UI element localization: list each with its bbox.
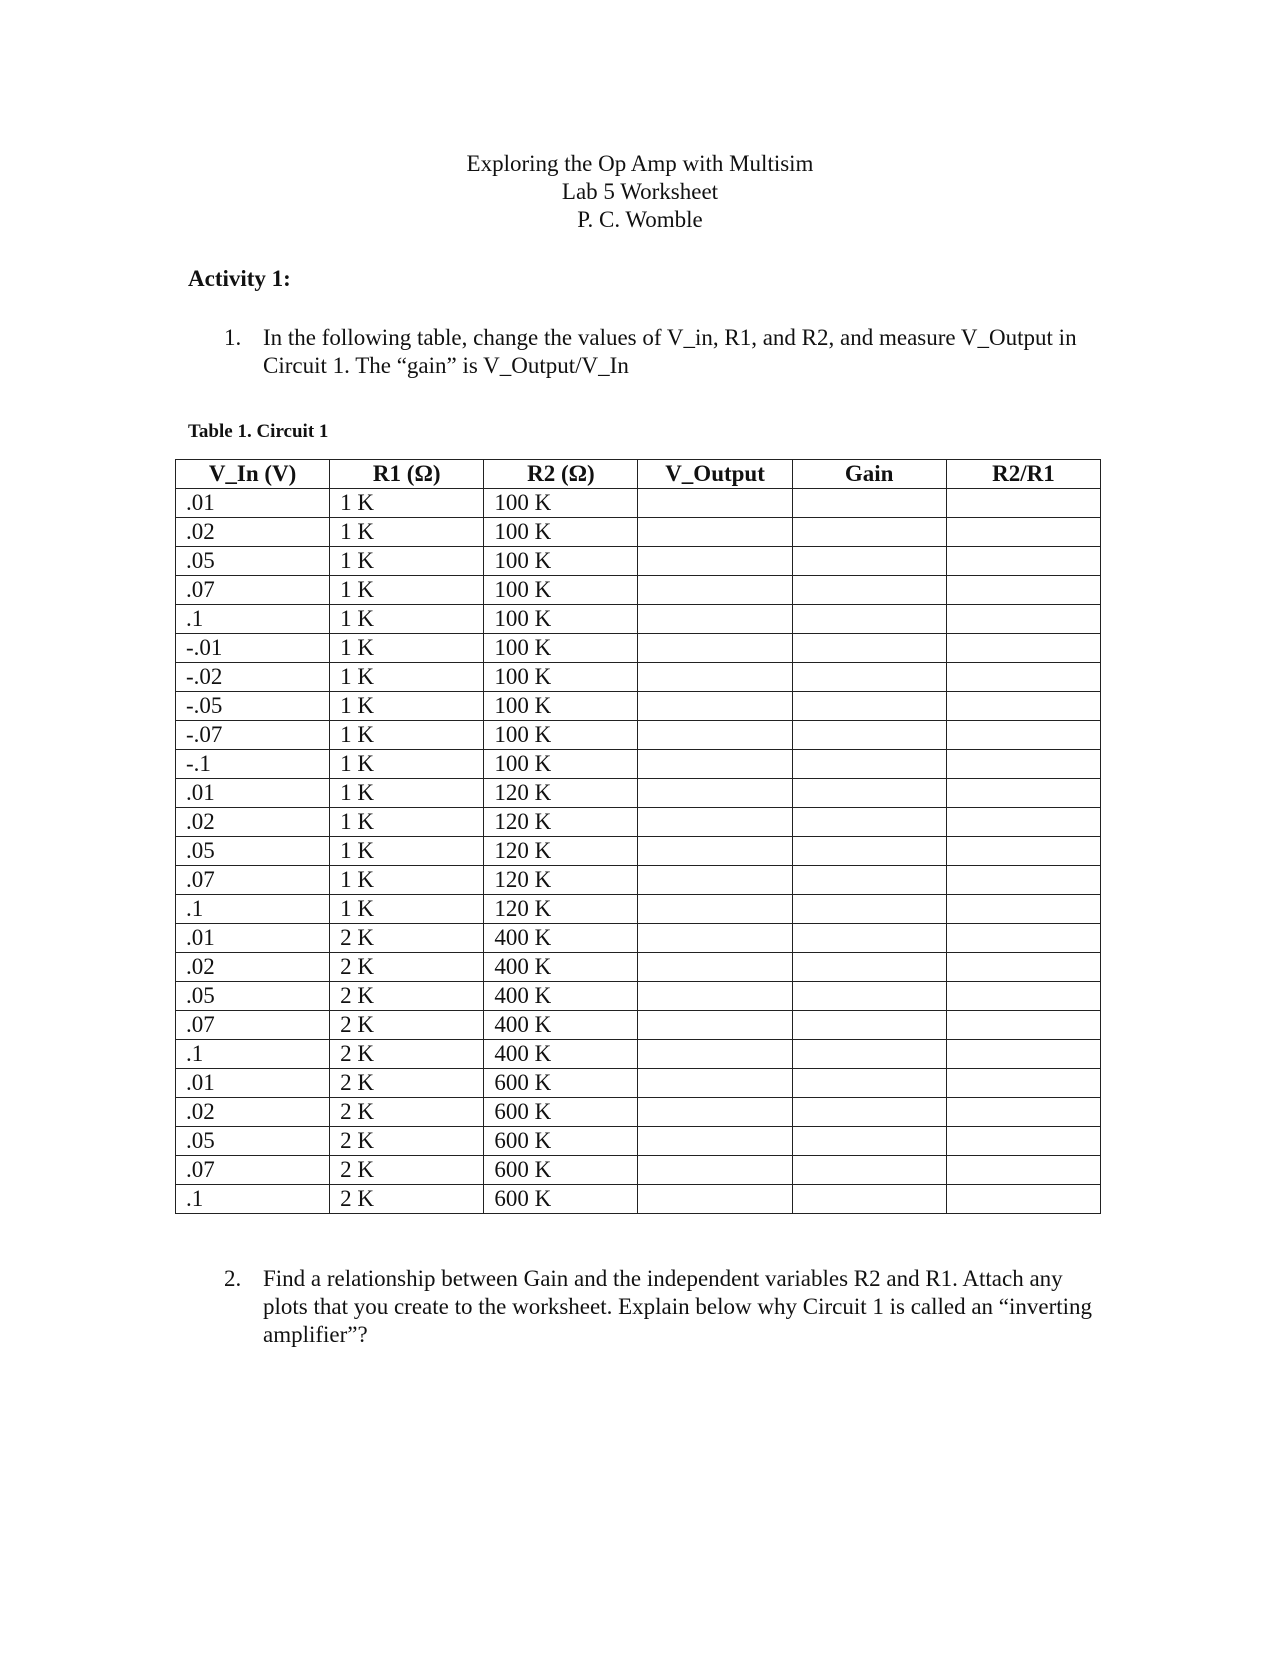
cell-r2-r1[interactable] [946, 808, 1100, 837]
cell-v-in: .05 [176, 837, 330, 866]
cell-v-output[interactable] [638, 837, 792, 866]
cell-r1: 2 K [330, 953, 484, 982]
table-row [176, 663, 1101, 692]
cell-r2: 100 K [484, 634, 638, 663]
table-row [176, 924, 1101, 953]
cell-r2: 600 K [484, 1185, 638, 1214]
cell-r1: 1 K [330, 779, 484, 808]
cell-r1: 1 K [330, 547, 484, 576]
cell-v-in: .07 [176, 576, 330, 605]
cell-r1: 2 K [330, 1127, 484, 1156]
question-1-number: 1. [224, 325, 242, 350]
cell-r1: 1 K [330, 837, 484, 866]
cell-v-in: .02 [176, 1098, 330, 1127]
question-1 [224, 324, 1104, 380]
cell-gain[interactable] [792, 1185, 946, 1214]
cell-r2: 400 K [484, 953, 638, 982]
cell-v-in: .02 [176, 518, 330, 547]
cell-gain[interactable] [792, 692, 946, 721]
cell-r2-r1[interactable] [946, 1185, 1100, 1214]
table-row [176, 605, 1101, 634]
cell-v-output[interactable] [638, 750, 792, 779]
cell-v-output[interactable] [638, 1127, 792, 1156]
header-r1: R1 (Ω) [330, 460, 484, 489]
cell-v-output[interactable] [638, 1069, 792, 1098]
cell-gain[interactable] [792, 1040, 946, 1069]
cell-v-in: .02 [176, 808, 330, 837]
question-2-text: Find a relationship between Gain and the independent variables R2 and R1. Attach any plots that you create to the worksheet. Explain below why Circuit 1 is called an “inverting amplifier”? [263, 1266, 1093, 1347]
cell-r1: 2 K [330, 1069, 484, 1098]
table-row [176, 1011, 1101, 1040]
cell-r2: 100 K [484, 518, 638, 547]
cell-r2-r1[interactable] [946, 1011, 1100, 1040]
cell-r1: 2 K [330, 1098, 484, 1127]
cell-v-in: .01 [176, 924, 330, 953]
table-row [176, 1127, 1101, 1156]
cell-r1: 1 K [330, 605, 484, 634]
circuit-1-table [175, 459, 1101, 1214]
cell-v-output[interactable] [638, 489, 792, 518]
cell-gain[interactable] [792, 837, 946, 866]
cell-r2-r1[interactable] [946, 1127, 1100, 1156]
cell-v-output[interactable] [638, 924, 792, 953]
cell-v-in: -.05 [176, 692, 330, 721]
cell-r2: 100 K [484, 750, 638, 779]
table-row [176, 982, 1101, 1011]
table-row [176, 721, 1101, 750]
cell-r2-r1[interactable] [946, 750, 1100, 779]
table-row [176, 1156, 1101, 1185]
cell-v-in: -.02 [176, 663, 330, 692]
cell-r2: 120 K [484, 866, 638, 895]
cell-r2: 120 K [484, 837, 638, 866]
cell-gain[interactable] [792, 518, 946, 547]
cell-r1: 1 K [330, 518, 484, 547]
cell-v-in: .01 [176, 779, 330, 808]
cell-r1: 1 K [330, 721, 484, 750]
cell-r2: 100 K [484, 663, 638, 692]
cell-r2: 120 K [484, 895, 638, 924]
table-row [176, 1098, 1101, 1127]
cell-r2-r1[interactable] [946, 663, 1100, 692]
cell-r1: 2 K [330, 1185, 484, 1214]
cell-v-output[interactable] [638, 982, 792, 1011]
cell-r2: 400 K [484, 1040, 638, 1069]
cell-v-in: .1 [176, 1040, 330, 1069]
cell-r2: 600 K [484, 1069, 638, 1098]
cell-v-in: .1 [176, 895, 330, 924]
cell-v-output[interactable] [638, 779, 792, 808]
cell-v-output[interactable] [638, 866, 792, 895]
table-row [176, 750, 1101, 779]
cell-gain[interactable] [792, 1098, 946, 1127]
cell-r2: 600 K [484, 1156, 638, 1185]
cell-gain[interactable] [792, 1011, 946, 1040]
cell-r2: 120 K [484, 808, 638, 837]
table-row [176, 1069, 1101, 1098]
header-r2-r1: R2/R1 [946, 460, 1100, 489]
cell-v-in: .01 [176, 489, 330, 518]
table-row [176, 866, 1101, 895]
cell-r1: 1 K [330, 866, 484, 895]
activity-heading: Activity 1: [188, 266, 291, 291]
table-row [176, 953, 1101, 982]
header-v-output: V_Output [638, 460, 792, 489]
table-row [176, 489, 1101, 518]
cell-r2: 600 K [484, 1127, 638, 1156]
cell-gain[interactable] [792, 924, 946, 953]
cell-r2-r1[interactable] [946, 953, 1100, 982]
cell-r1: 1 K [330, 576, 484, 605]
cell-v-in: .01 [176, 1069, 330, 1098]
cell-r2-r1[interactable] [946, 605, 1100, 634]
header-gain: Gain [792, 460, 946, 489]
cell-gain[interactable] [792, 982, 946, 1011]
header-v-in: V_In (V) [176, 460, 330, 489]
cell-r2-r1[interactable] [946, 1040, 1100, 1069]
cell-r2-r1[interactable] [946, 924, 1100, 953]
cell-r2-r1[interactable] [946, 518, 1100, 547]
cell-v-in: .07 [176, 1011, 330, 1040]
cell-v-output[interactable] [638, 605, 792, 634]
cell-gain[interactable] [792, 750, 946, 779]
cell-r2-r1[interactable] [946, 721, 1100, 750]
cell-r2: 100 K [484, 692, 638, 721]
cell-v-in: .1 [176, 1185, 330, 1214]
cell-gain[interactable] [792, 605, 946, 634]
cell-r2-r1[interactable] [946, 576, 1100, 605]
document-title: Exploring the Op Amp with Multisim [466, 151, 814, 176]
cell-v-in: .05 [176, 1127, 330, 1156]
cell-gain[interactable] [792, 808, 946, 837]
cell-v-output[interactable] [638, 808, 792, 837]
cell-r1: 2 K [330, 982, 484, 1011]
question-2 [224, 1265, 1104, 1349]
cell-gain[interactable] [792, 866, 946, 895]
cell-v-output[interactable] [638, 518, 792, 547]
cell-gain[interactable] [792, 721, 946, 750]
question-1-text: In the following table, change the values of V_in, R1, and R2, and measure V_Output in Circuit 1. The “gain” is V_Output/V_In [263, 325, 1077, 378]
cell-v-output[interactable] [638, 895, 792, 924]
document-header [0, 150, 1280, 234]
cell-v-output[interactable] [638, 1185, 792, 1214]
cell-v-output[interactable] [638, 663, 792, 692]
cell-v-in: -.1 [176, 750, 330, 779]
cell-gain[interactable] [792, 779, 946, 808]
cell-r2: 100 K [484, 489, 638, 518]
cell-v-in: .1 [176, 605, 330, 634]
cell-r1: 2 K [330, 1156, 484, 1185]
cell-v-in: .07 [176, 866, 330, 895]
cell-gain[interactable] [792, 895, 946, 924]
cell-r2: 100 K [484, 721, 638, 750]
cell-r2: 400 K [484, 924, 638, 953]
cell-v-output[interactable] [638, 1011, 792, 1040]
cell-gain[interactable] [792, 1127, 946, 1156]
cell-r2: 400 K [484, 1011, 638, 1040]
cell-r1: 1 K [330, 634, 484, 663]
cell-r2: 100 K [484, 576, 638, 605]
cell-r2-r1[interactable] [946, 982, 1100, 1011]
cell-r1: 1 K [330, 692, 484, 721]
document-subtitle: Lab 5 Worksheet [561, 179, 719, 204]
table-row [176, 1185, 1101, 1214]
header-r2: R2 (Ω) [484, 460, 638, 489]
cell-r2-r1[interactable] [946, 692, 1100, 721]
cell-gain[interactable] [792, 489, 946, 518]
cell-gain[interactable] [792, 663, 946, 692]
cell-v-output[interactable] [638, 576, 792, 605]
cell-r2-r1[interactable] [946, 1069, 1100, 1098]
cell-r2-r1[interactable] [946, 489, 1100, 518]
cell-gain[interactable] [792, 576, 946, 605]
cell-v-output[interactable] [638, 1098, 792, 1127]
cell-r1: 2 K [330, 924, 484, 953]
table-row [176, 1040, 1101, 1069]
cell-r2-r1[interactable] [946, 895, 1100, 924]
cell-gain[interactable] [792, 634, 946, 663]
cell-v-in: .02 [176, 953, 330, 982]
document-author: P. C. Womble [577, 207, 703, 232]
table-caption: Table 1. Circuit 1 [188, 421, 329, 442]
cell-gain[interactable] [792, 547, 946, 576]
cell-r2-r1[interactable] [946, 866, 1100, 895]
cell-r2-r1[interactable] [946, 1098, 1100, 1127]
table-row [176, 634, 1101, 663]
cell-r2-r1[interactable] [946, 547, 1100, 576]
cell-v-output[interactable] [638, 634, 792, 663]
cell-v-output[interactable] [638, 692, 792, 721]
cell-v-output[interactable] [638, 721, 792, 750]
cell-v-in: .05 [176, 982, 330, 1011]
cell-gain[interactable] [792, 1069, 946, 1098]
cell-v-output[interactable] [638, 953, 792, 982]
cell-v-output[interactable] [638, 1156, 792, 1185]
table-header-row [176, 460, 1101, 489]
cell-r2-r1[interactable] [946, 779, 1100, 808]
cell-r1: 2 K [330, 1011, 484, 1040]
table-row [176, 547, 1101, 576]
cell-r2: 100 K [484, 605, 638, 634]
table-body [176, 489, 1101, 1214]
cell-r2: 120 K [484, 779, 638, 808]
cell-r2-r1[interactable] [946, 837, 1100, 866]
cell-r2: 400 K [484, 982, 638, 1011]
cell-gain[interactable] [792, 1156, 946, 1185]
cell-v-output[interactable] [638, 547, 792, 576]
cell-v-in: .05 [176, 547, 330, 576]
cell-r1: 1 K [330, 489, 484, 518]
table-row [176, 518, 1101, 547]
table-row [176, 779, 1101, 808]
cell-r1: 2 K [330, 1040, 484, 1069]
cell-r2: 100 K [484, 547, 638, 576]
table-row [176, 837, 1101, 866]
cell-r2-r1[interactable] [946, 1156, 1100, 1185]
table-row [176, 692, 1101, 721]
cell-r1: 1 K [330, 750, 484, 779]
cell-r1: 1 K [330, 895, 484, 924]
cell-r1: 1 K [330, 808, 484, 837]
cell-v-in: -.01 [176, 634, 330, 663]
cell-r2-r1[interactable] [946, 634, 1100, 663]
question-2-number: 2. [224, 1266, 242, 1291]
table-row [176, 895, 1101, 924]
cell-v-output[interactable] [638, 1040, 792, 1069]
table-row [176, 808, 1101, 837]
cell-gain[interactable] [792, 953, 946, 982]
table-row [176, 576, 1101, 605]
cell-v-in: -.07 [176, 721, 330, 750]
cell-v-in: .07 [176, 1156, 330, 1185]
cell-r1: 1 K [330, 663, 484, 692]
cell-r2: 600 K [484, 1098, 638, 1127]
